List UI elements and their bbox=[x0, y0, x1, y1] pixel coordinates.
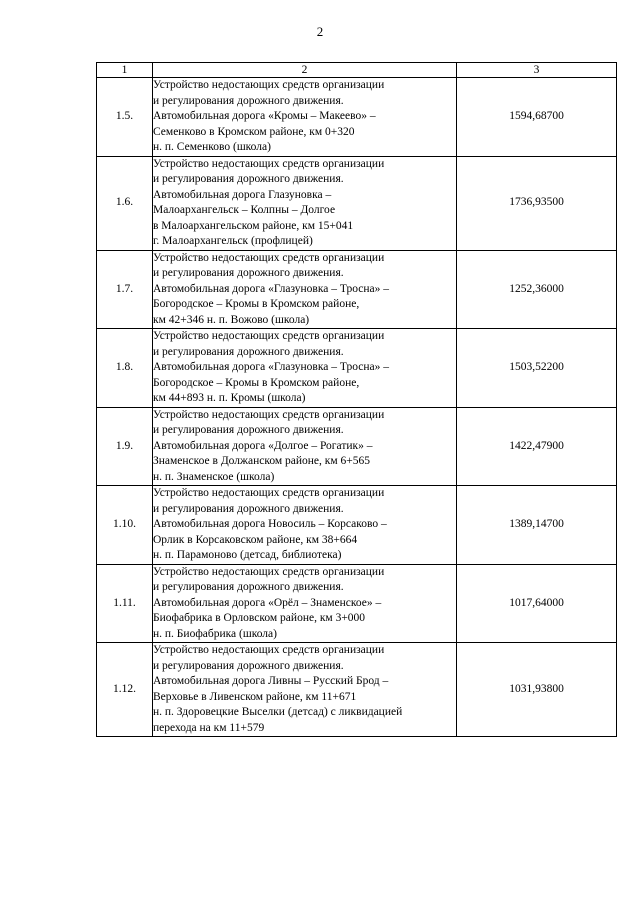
table-row bbox=[97, 78, 617, 157]
description-line: н. п. Семенково (школа) bbox=[153, 141, 271, 153]
row-amount: 1594,68700 bbox=[457, 78, 617, 157]
description-line: н. п. Биофабрика (школа) bbox=[153, 627, 277, 640]
table-header bbox=[97, 63, 617, 78]
description-line: Биофабрика в Орловском районе, км 3+000 bbox=[153, 612, 366, 624]
page-number: 2 bbox=[316, 24, 324, 39]
column-header-description: 2 bbox=[153, 63, 457, 78]
row-number: 1.6. bbox=[97, 156, 153, 250]
description-line: и регулирования дорожного движения. bbox=[153, 581, 344, 593]
table-row bbox=[97, 250, 617, 329]
table-body bbox=[97, 78, 617, 737]
row-description bbox=[153, 78, 457, 157]
row-number: 1.5. bbox=[97, 78, 153, 157]
row-number: 1.10. bbox=[97, 486, 153, 565]
description-line: Автомобильная дорога «Глазуновка – Тросна» – bbox=[153, 282, 389, 295]
row-number: 1.9. bbox=[97, 407, 153, 486]
description-line: перехода на км 11+579 bbox=[153, 721, 265, 734]
row-amount: 1736,93500 bbox=[457, 156, 617, 250]
row-description bbox=[153, 564, 457, 643]
description-line: Семенково в Кромском районе, км 0+320 bbox=[153, 125, 355, 138]
description-line: Устройство недостающих средств организации bbox=[153, 487, 385, 499]
description-line: Устройство недостающих средств организации bbox=[153, 565, 385, 578]
table-row bbox=[97, 407, 617, 486]
description-line: и регулирования дорожного движения. bbox=[153, 502, 344, 515]
description-line: н. п. Парамоново (детсад, библиотека) bbox=[153, 549, 342, 561]
row-amount: 1017,64000 bbox=[457, 564, 617, 643]
row-number: 1.7. bbox=[97, 250, 153, 329]
row-amount: 1031,93800 bbox=[457, 643, 617, 737]
description-line: Устройство недостающих средств организации bbox=[153, 251, 385, 264]
row-description bbox=[153, 329, 457, 408]
row-description bbox=[153, 407, 457, 486]
row-description bbox=[153, 250, 457, 329]
description-line: Автомобильная дорога «Кромы – Макеево» – bbox=[153, 110, 376, 122]
estimate-table bbox=[96, 62, 617, 737]
description-line: и регулирования дорожного движения. bbox=[153, 345, 344, 358]
description-line: Автомобильная дорога Новосиль – Корсаково – bbox=[153, 518, 387, 530]
description-line: и регулирования дорожного движения. bbox=[153, 173, 344, 185]
header-row bbox=[97, 63, 617, 78]
row-number: 1.8. bbox=[97, 329, 153, 408]
description-line: н. п. Знаменское (школа) bbox=[153, 470, 275, 483]
description-line: Устройство недостающих средств организации bbox=[153, 79, 385, 91]
row-number: 1.11. bbox=[97, 564, 153, 643]
description-line: Автомобильная дорога «Долгое – Рогатик» – bbox=[153, 439, 373, 452]
description-line: км 44+893 н. п. Кромы (школа) bbox=[153, 392, 306, 404]
description-line: Верховье в Ливенском районе, км 11+671 bbox=[153, 690, 357, 703]
description-line: и регулирования дорожного движения. bbox=[153, 267, 344, 279]
column-header-amount: 3 bbox=[457, 63, 617, 78]
description-line: Автомобильная дорога Ливны – Русский Брод – bbox=[153, 675, 389, 687]
description-line: в Малоархангельском районе, км 15+041 bbox=[153, 219, 354, 232]
row-amount: 1389,14700 bbox=[457, 486, 617, 565]
description-line: км 42+346 н. п. Вожово (школа) bbox=[153, 313, 310, 326]
table-row bbox=[97, 486, 617, 565]
description-line: и регулирования дорожного движения. bbox=[153, 424, 344, 436]
description-line: Автомобильная дорога «Глазуновка – Тросна» – bbox=[153, 361, 389, 373]
table-row bbox=[97, 564, 617, 643]
description-line: Автомобильная дорога «Орёл – Знаменское» – bbox=[153, 596, 382, 609]
description-line: н. п. Здоровецкие Выселки (детсад) с ликвидацией bbox=[153, 706, 403, 718]
description-line: и регулирования дорожного движения. bbox=[153, 94, 344, 107]
description-line: г. Малоархангельск (профлицей) bbox=[153, 235, 313, 247]
description-line: и регулирования дорожного движения. bbox=[153, 659, 344, 672]
description-line: Устройство недостающих средств организации bbox=[153, 408, 385, 421]
table-row bbox=[97, 329, 617, 408]
row-description bbox=[153, 643, 457, 737]
row-amount: 1503,52200 bbox=[457, 329, 617, 408]
row-description bbox=[153, 156, 457, 250]
row-amount: 1252,36000 bbox=[457, 250, 617, 329]
table-row bbox=[97, 643, 617, 737]
column-header-number: 1 bbox=[97, 63, 153, 78]
description-line: Устройство недостающих средств организации bbox=[153, 330, 385, 342]
description-line: Устройство недостающих средств организации bbox=[153, 157, 385, 170]
description-line: Устройство недостающих средств организации bbox=[153, 644, 385, 656]
row-amount: 1422,47900 bbox=[457, 407, 617, 486]
description-line: Богородское – Кромы в Кромском районе, bbox=[153, 298, 360, 310]
table-row bbox=[97, 156, 617, 250]
description-line: Малоархангельск – Колпны – Долгое bbox=[153, 204, 336, 216]
description-line: Богородское – Кромы в Кромском районе, bbox=[153, 376, 360, 389]
row-number: 1.12. bbox=[97, 643, 153, 737]
description-line: Орлик в Корсаковском районе, км 38+664 bbox=[153, 533, 358, 546]
description-line: Знаменское в Должанском районе, км 6+565 bbox=[153, 455, 371, 467]
row-description bbox=[153, 486, 457, 565]
description-line: Автомобильная дорога Глазуновка – bbox=[153, 188, 332, 201]
